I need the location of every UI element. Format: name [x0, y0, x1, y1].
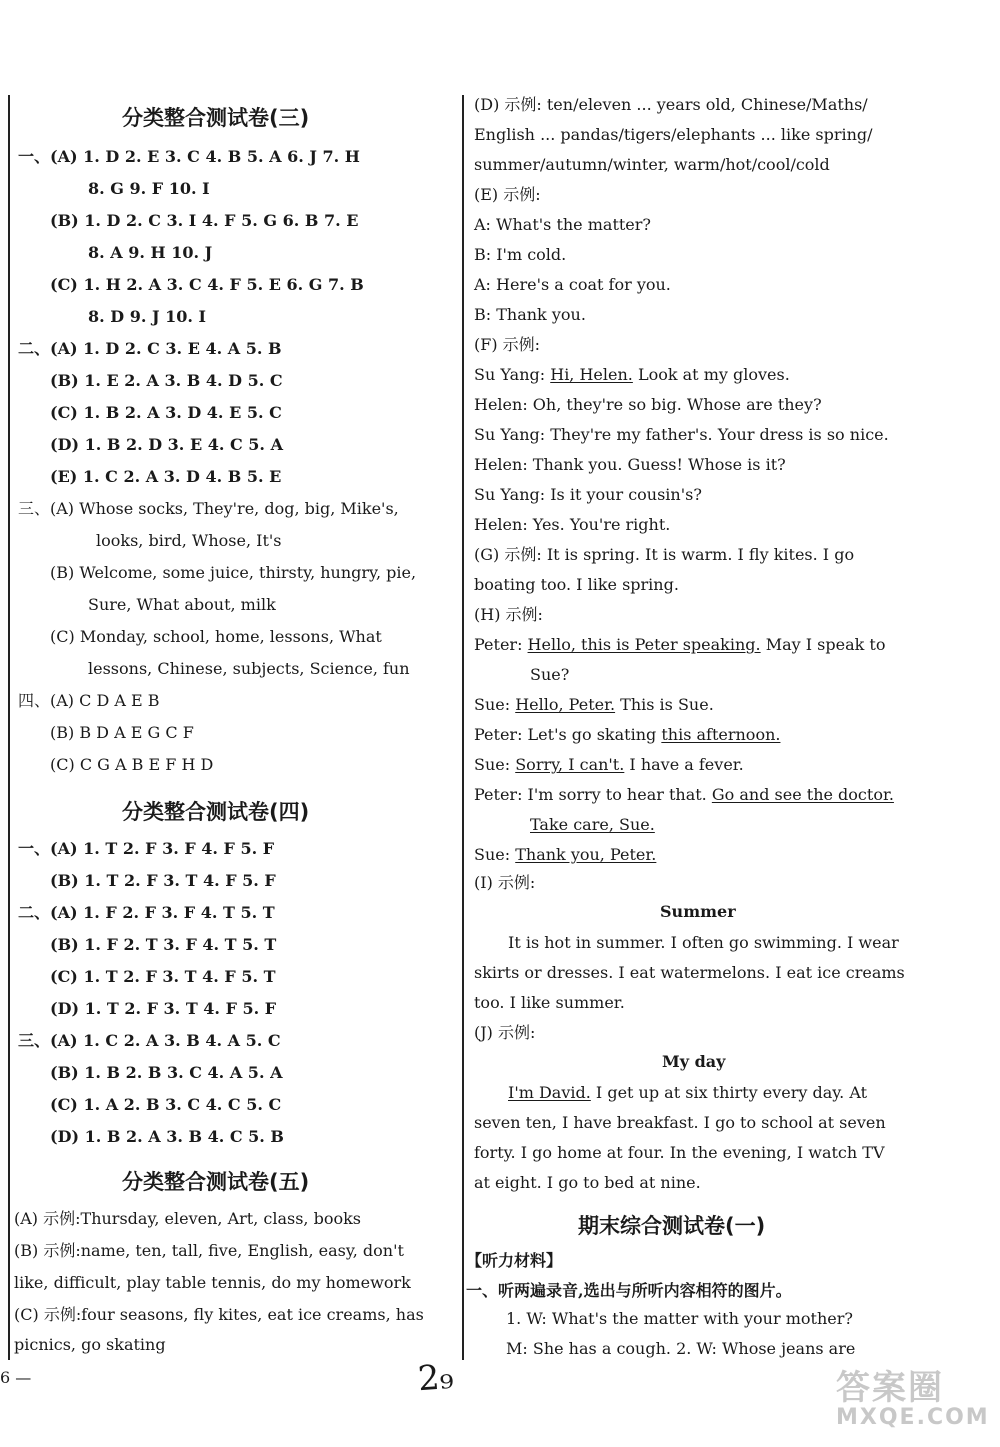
dialog-line: Take care, Sue.: [530, 815, 655, 834]
answer-line: Sure, What about, milk: [88, 595, 276, 614]
dialog-line: Su Yang: Is it your cousin's?: [474, 485, 702, 504]
answer-line: 四、(A) C D A E B: [18, 691, 160, 710]
answer-line: lessons, Chinese, subjects, Science, fun: [88, 659, 410, 678]
dialog-line: Peter: Hello, this is Peter speaking. May I speak to: [474, 635, 886, 654]
essay-title-summer: Summer: [660, 902, 736, 921]
answer-line: 8. A 9. H 10. J: [88, 243, 213, 262]
answer-line: (D) 1. B 2. D 3. E 4. C 5. A: [50, 435, 283, 454]
dialog-line: Sue: Sorry, I can't. I have a fever.: [474, 755, 744, 774]
answer-line: 8. D 9. J 10. I: [88, 307, 207, 326]
answer-line: (E) 1. C 2. A 3. D 4. B 5. E: [50, 467, 282, 486]
essay-line: too. I like summer.: [474, 993, 625, 1012]
section-title-5: 分类整合测试卷(五): [122, 1170, 310, 1194]
dialog-line: Helen: Thank you. Guess! Whose is it?: [474, 455, 786, 474]
answer-line: English ... pandas/tigers/elephants ... like spring/: [474, 125, 873, 144]
answer-line: (G) 示例: It is spring. It is warm. I fly kites. I go: [474, 545, 855, 564]
dialog-line: Su Yang: They're my father's. Your dress is so nice.: [474, 425, 889, 444]
dialog-line: B: Thank you.: [474, 305, 586, 324]
dialog-line: Helen: Yes. You're right.: [474, 515, 671, 534]
answer-line: (A) 示例:Thursday, eleven, Art, class, books: [14, 1209, 361, 1228]
essay-title-my-day: My day: [662, 1052, 726, 1071]
dialog-line: Sue: Thank you, Peter.: [474, 845, 657, 864]
answer-line: (D) 1. T 2. F 3. T 4. F 5. F: [50, 999, 277, 1018]
dialog-line: A: Here's a coat for you.: [474, 275, 671, 294]
answer-line: (B) 1. T 2. F 3. T 4. F 5. F: [50, 871, 276, 890]
answer-line: (B) Welcome, some juice, thirsty, hungry, pie,: [50, 563, 417, 582]
listening-instruction: 一、听两遍录音,选出与所听内容相符的图片。: [466, 1281, 792, 1300]
answer-line: (C) 1. A 2. B 3. C 4. C 5. C: [50, 1095, 282, 1114]
watermark-url: MXQE.COM: [836, 1405, 990, 1430]
essay-line: skirts or dresses. I eat watermelons. I eat ice creams: [474, 963, 905, 982]
section-title-4: 分类整合测试卷(四): [122, 800, 310, 824]
essay-line: It is hot in summer. I often go swimming. I wear: [508, 933, 899, 952]
answer-line: (C) 1. T 2. F 3. T 4. F 5. T: [50, 967, 276, 986]
answer-line: (B) 示例:name, ten, tall, five, English, easy, don't: [14, 1241, 404, 1260]
answer-line: (J) 示例:: [474, 1023, 536, 1042]
answer-line: (C) 示例:four seasons, fly kites, eat ice creams, has: [14, 1305, 424, 1324]
answer-line: 二、(A) 1. F 2. F 3. F 4. T 5. T: [18, 903, 275, 922]
dialog-line: A: What's the matter?: [474, 215, 651, 234]
essay-line: forty. I go home at four. In the evening, I watch TV: [474, 1143, 885, 1162]
answer-line: (B) 1. F 2. T 3. F 4. T 5. T: [50, 935, 277, 954]
essay-line: seven ten, I have breakfast. I go to school at seven: [474, 1113, 886, 1132]
answer-line: boating too. I like spring.: [474, 575, 679, 594]
dialog-line: M: She has a cough. 2. W: Whose jeans are: [506, 1339, 856, 1358]
answer-line: (B) 1. E 2. A 3. B 4. D 5. C: [50, 371, 283, 390]
answer-line: (B) 1. D 2. C 3. I 4. F 5. G 6. B 7. E: [50, 211, 359, 230]
answer-line: 一、(A) 1. T 2. F 3. F 4. F 5. F: [18, 839, 275, 858]
dialog-line: Sue?: [530, 665, 570, 684]
dialog-line: Sue: Hello, Peter. This is Sue.: [474, 695, 714, 714]
answer-line: (E) 示例:: [474, 185, 541, 204]
answer-line: summer/autumn/winter, warm/hot/cool/cold: [474, 155, 830, 174]
listening-header: 【听力材料】: [466, 1251, 563, 1270]
answer-line: (D) 示例: ten/eleven ... years old, Chinese/Maths/: [474, 95, 868, 114]
answer-line: 二、(A) 1. D 2. C 3. E 4. A 5. B: [18, 339, 282, 358]
dialog-line: 1. W: What's the matter with your mother?: [506, 1309, 853, 1328]
answer-line: (B) B D A E G C F: [50, 723, 194, 742]
answer-line: (B) 1. B 2. B 3. C 4. A 5. A: [50, 1063, 283, 1082]
dialog-line: Su Yang: Hi, Helen. Look at my gloves.: [474, 365, 790, 384]
handwritten-mark: 2₉: [416, 1356, 455, 1400]
dialog-line: Peter: I'm sorry to hear that. Go and see the doctor.: [474, 785, 894, 804]
answer-line: 三、(A) 1. C 2. A 3. B 4. A 5. C: [18, 1031, 281, 1050]
answer-line: (C) 1. H 2. A 3. C 4. F 5. E 6. G 7. B: [50, 275, 364, 294]
answer-line: (D) 1. B 2. A 3. B 4. C 5. B: [50, 1127, 284, 1146]
section-title-final: 期末综合测试卷(一): [578, 1214, 766, 1238]
dialog-line: Peter: Let's go skating this afternoon.: [474, 725, 781, 744]
dialog-line: Helen: Oh, they're so big. Whose are they?: [474, 395, 822, 414]
section-title-3: 分类整合测试卷(三): [122, 106, 310, 130]
answer-line: (I) 示例:: [474, 873, 536, 892]
left-margin-rule: [8, 95, 10, 1360]
column-divider: [462, 95, 464, 1360]
answer-line: (C) Monday, school, home, lessons, What: [50, 627, 382, 646]
dialog-line: B: I'm cold.: [474, 245, 567, 264]
answer-line: (C) C G A B E F H D: [50, 755, 214, 774]
answer-line: 三、(A) Whose socks, They're, dog, big, Mike's,: [18, 499, 399, 518]
answer-line: (H) 示例:: [474, 605, 543, 624]
answer-line: like, difficult, play table tennis, do my homework: [14, 1273, 411, 1292]
answer-line: 8. G 9. F 10. I: [88, 179, 210, 198]
essay-line: I'm David. I get up at six thirty every day. At: [508, 1083, 868, 1102]
answer-line: 一、(A) 1. D 2. E 3. C 4. B 5. A 6. J 7. H: [18, 147, 360, 166]
page-number: 6 —: [0, 1368, 32, 1387]
essay-line: at eight. I go to bed at nine.: [474, 1173, 701, 1192]
answer-line: looks, bird, Whose, It's: [96, 531, 282, 550]
watermark: [836, 1360, 996, 1440]
answer-line: (C) 1. B 2. A 3. D 4. E 5. C: [50, 403, 282, 422]
watermark-text: 答案圈: [836, 1368, 944, 1408]
answer-line: (F) 示例:: [474, 335, 541, 354]
answer-line: picnics, go skating: [14, 1335, 166, 1354]
